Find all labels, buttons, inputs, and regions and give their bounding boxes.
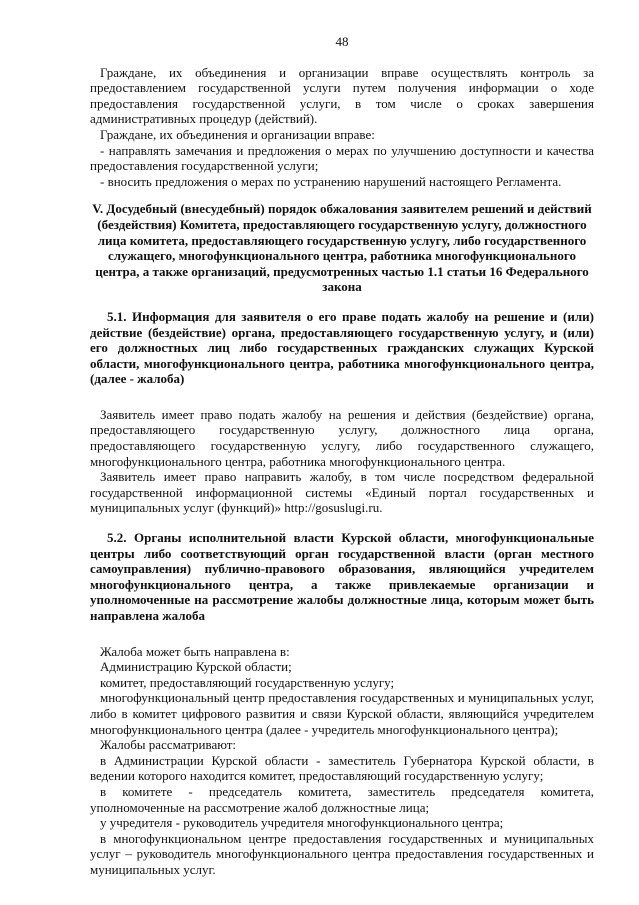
list-item-mfc: многофункциональный центр предоставления государственных и муниципальных услуг, либо в комитет цифрового развития и связи Курской области, являющийся учредителем многофункционального центра (далее - учредитель многофункционального центра);: [90, 690, 594, 737]
section-heading: V. Досудебный (внесудебный) порядок обжалования заявителем решений и действий (бездействия) Комитета, предоставляющего государственную услугу, должностного лица комитета, предоставляющего государственную услугу, либо государственного служащего, многофункционального центра, работника многофункционального центра, а также организаций, предусмотренных частью 1.1 статьи 16 Федерального закона: [92, 201, 592, 295]
list-item-reviewer-founder: у учредителя - руководитель учредителя многофункционального центра;: [100, 815, 504, 831]
paragraph-complaint-right: Заявитель имеет право подать жалобу на решения и действия (бездействие) органа, предоставляющего государственную услугу, должностного лица органа, предоставляющего государственную услугу, либо государственного служащего, многофункционального центра, работника многофункционального центра.: [90, 406, 594, 469]
subsection-5-1-heading: 5.1. Информация для заявителя о его праве подать жалобу на решение и (или) действие (бездействие) органа, предоставляющего государственную услугу, и (или) его должностных лиц либо государственных гражданских служащих Курской области, многофункционального центра, работника многофункционального центра, (далее - жалоба): [90, 308, 594, 387]
list-item-remarks: - направлять замечания и предложения о мерах по улучшению доступности и качества предоставления государственной услуги;: [90, 142, 594, 174]
paragraph-complaint-portal: Заявитель имеет право направить жалобу, в том числе посредством федеральной государственной информационной системы «Единый портал государственных и муниципальных услуг (функций)» http://gosuslugi.ru.: [90, 469, 594, 516]
paragraph-rights-intro: Граждане, их объединения и организации вправе:: [100, 126, 375, 142]
list-item-committee: комитет, предоставляющий государственную услугу;: [100, 674, 395, 690]
paragraph-complaint-destination: Жалоба может быть направлена в:: [100, 643, 290, 659]
list-item-reviewer-mfc: в многофункциональном центре предоставления государственных и муниципальных услуг – руководитель многофункционального центра предоставления государственных и муниципальных услуг.: [90, 830, 594, 877]
list-item-reviewer-committee: в комитете - председатель комитета, заместитель председателя комитета, уполномоченные на рассмотрение жалоб должностные лица;: [90, 783, 594, 815]
list-item-administration: Администрацию Курской области;: [100, 659, 292, 675]
document-page: [90, 34, 594, 878]
page-number: 48: [335, 34, 349, 49]
paragraph-reviewers-intro: Жалобы рассматривают:: [100, 737, 237, 753]
paragraph-control-rights: Граждане, их объединения и организации вправе осуществлять контроль за предоставлением государственной услуги путем получения информации о ходе предоставления государственной услуги, в том числе о сроках завершения административных процедур (действий).: [90, 64, 594, 127]
subsection-5-2-heading: 5.2. Органы исполнительной власти Курской области, многофункциональные центры либо соответствующий орган государственной власти (орган местного самоуправления) публично-правового образования, являющийся учредителем многофункционального центра, а также привлекаемые организации и уполномоченные на рассмотрение жалобы должностные лица, которым может быть направлена жалоба: [90, 530, 594, 623]
list-item-proposals: - вносить предложения о мерах по устранению нарушений настоящего Регламента.: [100, 173, 562, 189]
list-item-reviewer-administration: в Администрации Курской области - заместитель Губернатора Курской области, в ведении которого находится комитет, предоставляющий государственную услугу;: [90, 752, 594, 784]
